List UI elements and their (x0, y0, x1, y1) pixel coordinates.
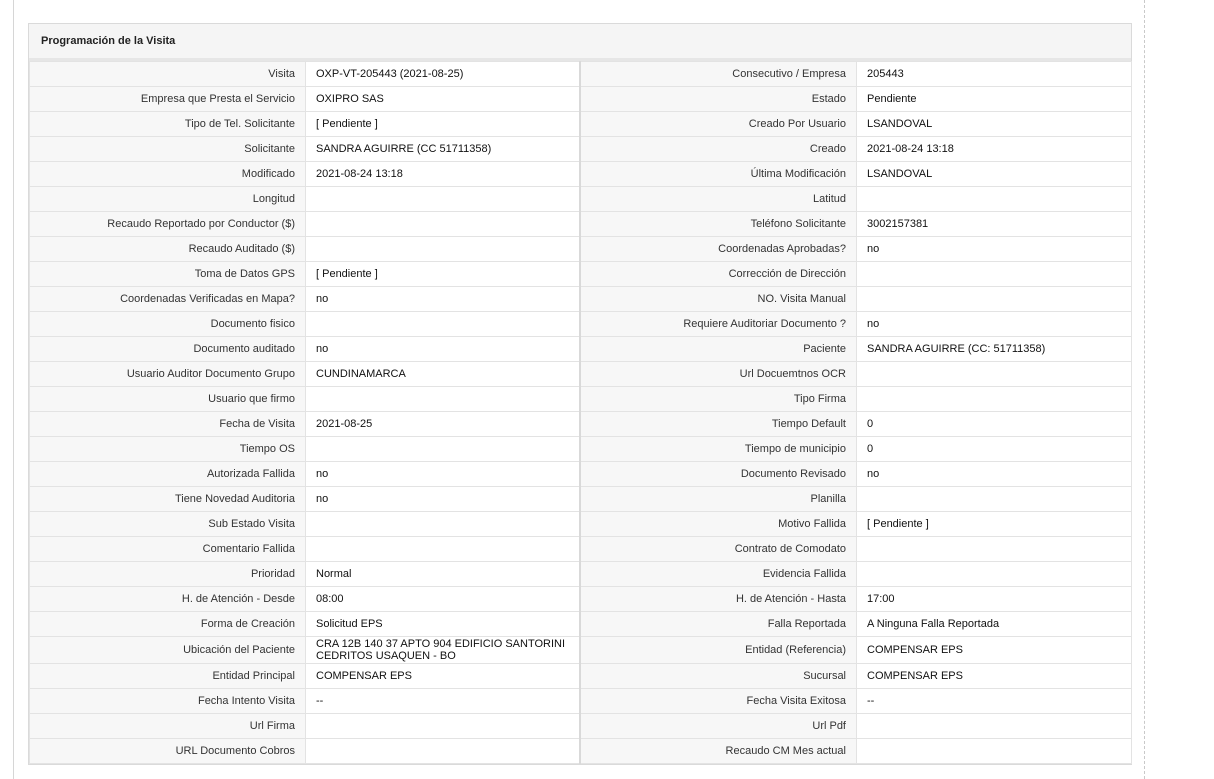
field-label: Visita (30, 62, 306, 87)
detail-row (30, 87, 1132, 112)
field-label: Url Firma (30, 714, 306, 739)
field-label: Recaudo Auditado ($) (30, 237, 306, 262)
field-label: Sub Estado Visita (30, 512, 306, 537)
field-value (857, 262, 1132, 287)
detail-row (30, 739, 1132, 764)
field-value: no (306, 462, 580, 487)
field-label: H. de Atención - Hasta (580, 587, 857, 612)
field-label: URL Documento Cobros (30, 739, 306, 764)
field-label: Fecha Visita Exitosa (580, 689, 857, 714)
field-label: Paciente (580, 337, 857, 362)
field-value (857, 387, 1132, 412)
field-value: [ Pendiente ] (306, 112, 580, 137)
field-value: Normal (306, 562, 580, 587)
field-value (306, 187, 580, 212)
detail-row (30, 562, 1132, 587)
field-label: Url Docuemtnos OCR (580, 362, 857, 387)
visit-details-table (29, 61, 1132, 764)
field-label: Tiempo de municipio (580, 437, 857, 462)
detail-row (30, 187, 1132, 212)
field-value: -- (857, 689, 1132, 714)
field-label: Solicitante (30, 137, 306, 162)
field-label: Ubicación del Paciente (30, 637, 306, 664)
field-label: Documento auditado (30, 337, 306, 362)
detail-row (30, 664, 1132, 689)
detail-row (30, 462, 1132, 487)
field-label: Tiene Novedad Auditoria (30, 487, 306, 512)
field-label: Estado (580, 87, 857, 112)
field-label: Motivo Fallida (580, 512, 857, 537)
field-label: Requiere Auditoriar Documento ? (580, 312, 857, 337)
field-value: LSANDOVAL (857, 162, 1132, 187)
field-value: CRA 12B 140 37 APTO 904 EDIFICIO SANTORINI CEDRITOS USAQUEN - BO (306, 637, 580, 664)
detail-row (30, 537, 1132, 562)
field-label: Planilla (580, 487, 857, 512)
field-label: Documento fisico (30, 312, 306, 337)
field-value (857, 287, 1132, 312)
field-value: 08:00 (306, 587, 580, 612)
field-label: Url Pdf (580, 714, 857, 739)
field-label: Creado (580, 137, 857, 162)
visit-schedule-panel (28, 23, 1132, 765)
field-value (306, 714, 580, 739)
detail-row (30, 387, 1132, 412)
field-value: OXP-VT-205443 (2021-08-25) (306, 62, 580, 87)
field-value (306, 512, 580, 537)
field-label: Evidencia Fallida (580, 562, 857, 587)
field-value (306, 537, 580, 562)
field-value: LSANDOVAL (857, 112, 1132, 137)
field-label: Tipo Firma (580, 387, 857, 412)
field-label: Última Modificación (580, 162, 857, 187)
field-value (306, 387, 580, 412)
field-value: COMPENSAR EPS (306, 664, 580, 689)
field-label: Coordenadas Verificadas en Mapa? (30, 287, 306, 312)
field-label: Entidad Principal (30, 664, 306, 689)
field-label: Entidad (Referencia) (580, 637, 857, 664)
field-value: 2021-08-24 13:18 (306, 162, 580, 187)
field-label: Creado Por Usuario (580, 112, 857, 137)
detail-row (30, 312, 1132, 337)
detail-row (30, 62, 1132, 87)
field-label: Recaudo Reportado por Conductor ($) (30, 212, 306, 237)
field-label: Usuario Auditor Documento Grupo (30, 362, 306, 387)
field-value: OXIPRO SAS (306, 87, 580, 112)
field-value: CUNDINAMARCA (306, 362, 580, 387)
field-label: Contrato de Comodato (580, 537, 857, 562)
field-label: NO. Visita Manual (580, 287, 857, 312)
field-value (306, 739, 580, 764)
field-value (857, 487, 1132, 512)
field-label: Longitud (30, 187, 306, 212)
field-value: no (306, 487, 580, 512)
field-value: 2021-08-24 13:18 (857, 137, 1132, 162)
field-value (857, 362, 1132, 387)
field-value: A Ninguna Falla Reportada (857, 612, 1132, 637)
detail-row (30, 637, 1132, 664)
page-left-border (13, 0, 14, 779)
detail-row (30, 362, 1132, 387)
field-value: SANDRA AGUIRRE (CC 51711358) (306, 137, 580, 162)
field-label: Documento Revisado (580, 462, 857, 487)
field-label: Fecha de Visita (30, 412, 306, 437)
detail-row (30, 512, 1132, 537)
detail-row (30, 287, 1132, 312)
field-value: no (306, 287, 580, 312)
field-value: 2021-08-25 (306, 412, 580, 437)
field-value (306, 212, 580, 237)
field-value: [ Pendiente ] (306, 262, 580, 287)
field-label: Tipo de Tel. Solicitante (30, 112, 306, 137)
field-value (857, 714, 1132, 739)
field-label: Forma de Creación (30, 612, 306, 637)
field-value (857, 739, 1132, 764)
detail-row (30, 412, 1132, 437)
detail-row (30, 337, 1132, 362)
field-value: SANDRA AGUIRRE (CC: 51711358) (857, 337, 1132, 362)
field-value: 0 (857, 412, 1132, 437)
field-label: Usuario que firmo (30, 387, 306, 412)
field-value: COMPENSAR EPS (857, 637, 1132, 664)
field-value (306, 437, 580, 462)
field-value: Solicitud EPS (306, 612, 580, 637)
field-value (306, 312, 580, 337)
field-value: 205443 (857, 62, 1132, 87)
field-value: -- (306, 689, 580, 714)
field-label: Latitud (580, 187, 857, 212)
field-label: Coordenadas Aprobadas? (580, 237, 857, 262)
field-value: COMPENSAR EPS (857, 664, 1132, 689)
field-label: Modificado (30, 162, 306, 187)
field-value: 0 (857, 437, 1132, 462)
field-label: Recaudo CM Mes actual (580, 739, 857, 764)
field-value (306, 237, 580, 262)
detail-row (30, 112, 1132, 137)
field-value: 17:00 (857, 587, 1132, 612)
field-label: Sucursal (580, 664, 857, 689)
field-label: H. de Atención - Desde (30, 587, 306, 612)
detail-row (30, 714, 1132, 739)
field-value: [ Pendiente ] (857, 512, 1132, 537)
field-label: Teléfono Solicitante (580, 212, 857, 237)
detail-row (30, 162, 1132, 187)
field-label: Falla Reportada (580, 612, 857, 637)
detail-row (30, 262, 1132, 287)
field-value (857, 537, 1132, 562)
field-value: no (306, 337, 580, 362)
detail-row (30, 587, 1132, 612)
detail-row (30, 487, 1132, 512)
field-label: Empresa que Presta el Servicio (30, 87, 306, 112)
field-label: Prioridad (30, 562, 306, 587)
panel-title: Programación de la Visita (29, 24, 1131, 61)
field-label: Comentario Fallida (30, 537, 306, 562)
detail-row (30, 437, 1132, 462)
field-value: no (857, 312, 1132, 337)
detail-row (30, 689, 1132, 714)
field-value: Pendiente (857, 87, 1132, 112)
field-label: Tiempo Default (580, 412, 857, 437)
field-label: Tiempo OS (30, 437, 306, 462)
dashed-divider (1144, 0, 1145, 779)
field-value (857, 187, 1132, 212)
field-label: Corrección de Dirección (580, 262, 857, 287)
field-value: 3002157381 (857, 212, 1132, 237)
detail-row (30, 237, 1132, 262)
field-label: Toma de Datos GPS (30, 262, 306, 287)
field-label: Consecutivo / Empresa (580, 62, 857, 87)
detail-row (30, 612, 1132, 637)
field-value: no (857, 237, 1132, 262)
field-label: Autorizada Fallida (30, 462, 306, 487)
field-label: Fecha Intento Visita (30, 689, 306, 714)
field-value (857, 562, 1132, 587)
detail-row (30, 137, 1132, 162)
detail-row (30, 212, 1132, 237)
field-value: no (857, 462, 1132, 487)
